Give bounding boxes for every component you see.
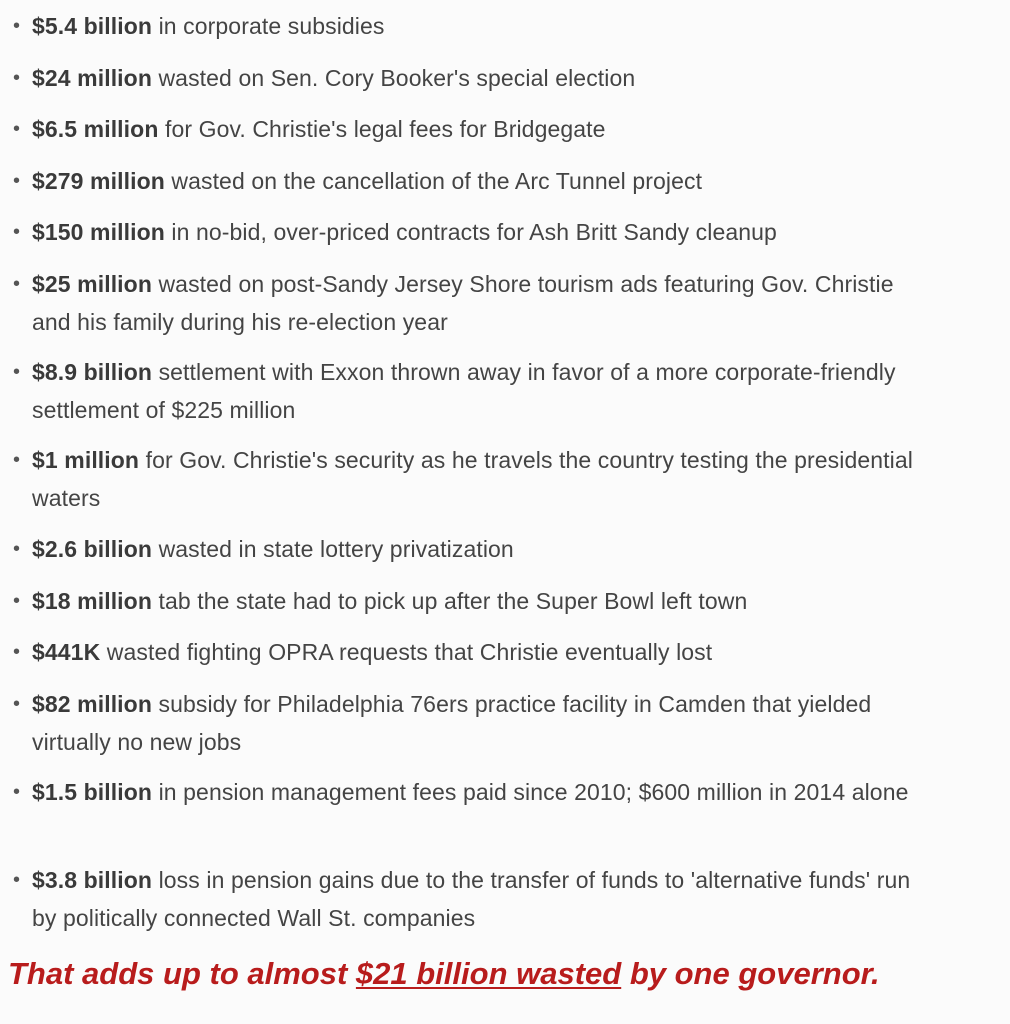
item-text: tab the state had to pick up after the Super Bowl left town (151, 588, 748, 614)
item-text: wasted on post-Sandy Jersey Shore tourism ads featuring Gov. Christie and his family during his re-election year (32, 271, 894, 335)
item-amount: $18 million (32, 588, 152, 614)
list-item-1 (13, 59, 635, 97)
item-text: loss in pension gains due to the transfer of funds to 'alternative funds' run by politically connected Wall St. companies (32, 867, 911, 931)
item-text: subsidy for Philadelphia 76ers practice facility in Camden that yielded virtually no new jobs (32, 691, 872, 755)
list-item-11 (13, 685, 922, 761)
bullet: • (13, 273, 21, 295)
list-item-13 (13, 861, 937, 937)
item-amount: $441K (32, 639, 101, 665)
total-statement (8, 951, 1008, 997)
item-text: for Gov. Christie's security as he travels the country testing the presidential waters (32, 447, 913, 511)
item-text: wasted on the cancellation of the Arc Tunnel project (164, 168, 703, 194)
item-text: for Gov. Christie's legal fees for Bridgegate (158, 116, 606, 142)
bullet: • (13, 869, 21, 891)
bullet: • (13, 449, 21, 471)
list-item-12 (13, 773, 982, 811)
item-amount: $5.4 billion (32, 13, 153, 39)
bullet: • (13, 641, 21, 663)
item-amount: $1 million (32, 447, 140, 473)
item-amount: $8.9 billion (32, 359, 153, 385)
bullet: • (13, 221, 21, 243)
item-text: settlement with Exxon thrown away in favor of a more corporate-friendly settlement of $225 million (32, 359, 896, 423)
item-amount: $2.6 billion (32, 536, 153, 562)
item-amount: $1.5 billion (32, 779, 153, 805)
list-item-9 (13, 582, 747, 620)
item-text: wasted fighting OPRA requests that Christie eventually lost (100, 639, 713, 665)
item-amount: $6.5 million (32, 116, 159, 142)
bullet: • (13, 67, 21, 89)
item-amount: $279 million (32, 168, 165, 194)
bullet: • (13, 15, 21, 37)
list-item-8 (13, 530, 514, 568)
item-amount: $82 million (32, 691, 152, 717)
total-highlight: $21 billion wasted (355, 956, 622, 991)
item-amount: $24 million (32, 65, 152, 91)
list-item-10 (13, 633, 712, 671)
item-amount: $150 million (32, 219, 165, 245)
item-text: wasted on Sen. Cory Booker's special election (151, 65, 636, 91)
bullet: • (13, 781, 21, 803)
total-prefix: That adds up to almost (8, 956, 356, 991)
bullet: • (13, 118, 21, 140)
bullet: • (13, 590, 21, 612)
list-item-7 (13, 441, 917, 517)
list-item-0 (13, 7, 385, 45)
bullet: • (13, 170, 21, 192)
total-suffix: by one governor. (621, 956, 880, 991)
list-item-4 (13, 213, 777, 251)
item-amount: $25 million (32, 271, 152, 297)
bullet: • (13, 693, 21, 715)
bullet: • (13, 361, 21, 383)
list-item-6 (13, 353, 947, 429)
item-amount: $3.8 billion (32, 867, 153, 893)
item-text: in no-bid, over-priced contracts for Ash Britt Sandy cleanup (164, 219, 777, 245)
bullet: • (13, 538, 21, 560)
item-text: in pension management fees paid since 2010; $600 million in 2014 alone (152, 779, 909, 805)
item-text: wasted in state lottery privatization (152, 536, 514, 562)
list-item-3 (13, 162, 702, 200)
list-item-5 (13, 265, 932, 341)
item-text: in corporate subsidies (152, 13, 385, 39)
list-item-2 (13, 110, 606, 148)
